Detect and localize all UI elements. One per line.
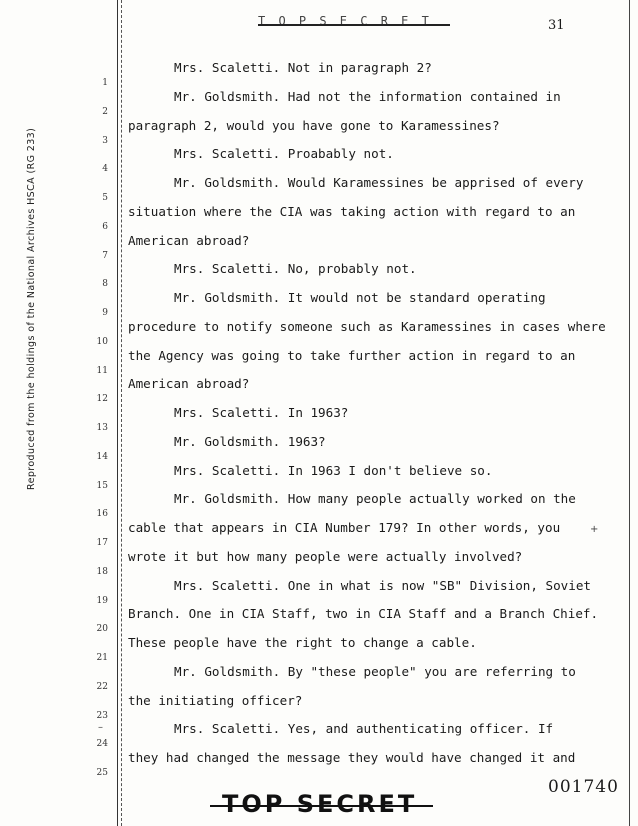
left-margin-rule [117,0,118,826]
transcript-line: Mr. Goldsmith. 1963? [174,433,326,449]
line-number: 6 [102,221,108,232]
archive-side-note: Reproduced from the holdings of the National Archives HSCA (RG 233) [26,127,37,490]
transcript-line: Mrs. Scaletti. In 1963 I don't believe so. [174,462,493,478]
line-number: 13 [96,423,108,433]
line-number: 5 [102,193,108,203]
line-number: 9 [102,308,108,318]
left-margin-rule-dashed [121,0,122,826]
footer-strike-bar [210,805,433,807]
right-margin-rule [629,0,630,826]
header-classification-text: T O P S E C R E T [258,14,432,28]
line-number: 12 [96,394,108,405]
line-number: 20 [96,624,108,635]
transcript-line: Mrs. Scaletti. Yes, and authenticating officer. If [174,721,554,737]
line-number: 10 [96,336,108,347]
margin-mark: + [590,524,599,535]
line-number: 24 [96,739,108,750]
transcript-line: Mrs. Scaletti. No, probably not. [174,261,417,277]
header-classification-struck [258,14,450,36]
line-number: 8 [102,279,108,290]
line-number: 14 [96,451,108,462]
page-number: 31 [548,18,565,33]
transcript-line: cable that appears in CIA Number 179? In other words, you [128,520,561,535]
line-number: 22 [96,681,108,692]
line-number: 21 [96,653,108,663]
line-number: 19 [96,595,108,606]
transcript-line: Mr. Goldsmith. By "these people" you are referring to [174,663,576,679]
footer-classification-text: TOP SECRET [222,790,418,818]
footer-classification [222,790,417,818]
transcript-line: Mrs. Scaletti. One in what is now "SB" Division, Soviet [174,577,592,593]
strike-bar [258,24,450,26]
transcript-line: Mrs. Scaletti. Proabably not. [174,146,394,162]
line-number: 4 [102,164,108,175]
transcript-line: Mrs. Scaletti. In 1963? [174,405,349,420]
line-number: 25 [96,768,108,778]
transcript-line: they had changed the message they would have changed it and [128,750,576,765]
document-id: 001740 [548,777,619,797]
transcript-line: These people have the right to change a cable. [128,635,477,650]
transcript-line: Mr. Goldsmith. It would not be standard operating [174,290,546,305]
transcript-line: the initiating officer? [128,692,303,708]
transcript-line: Mr. Goldsmith. Would Karamessines be apprised of every [174,175,584,190]
transcript-line: procedure to notify someone such as Karamessines in cases where [128,318,606,334]
transcript-line: American abroad? [128,232,250,248]
line-number: 1 [102,78,108,88]
line-number: 16 [96,509,108,520]
line-number: 15 [96,480,108,491]
transcript-line: the Agency was going to take further action in regard to an [128,347,576,363]
transcript-line: Mr. Goldsmith. How many people actually worked on the [174,491,576,507]
transcript-line: paragraph 2, would you have gone to Karamessines? [128,117,500,133]
line-number: 17 [96,538,108,548]
transcript-line: American abroad? [128,376,250,392]
line-number: 2 [102,106,108,117]
transcript-line: situation where the CIA was taking action with regard to an [128,203,576,219]
line-number: 7 [102,250,108,261]
line-number: 23 [96,710,108,721]
line-number: 11 [96,365,108,376]
line-number: 3 [102,135,108,146]
transcript-line: Branch. One in CIA Staff, two in CIA Staff and a Branch Chief. [128,606,599,622]
transcript-line: wrote it but how many people were actually involved? [128,548,523,564]
transcript-line: Mrs. Scaletti. Not in paragraph 2? [174,60,432,75]
transcript-line: Mr. Goldsmith. Had not the information contained in [174,88,561,104]
margin-tick: – [98,722,103,733]
line-number: 18 [96,566,108,577]
